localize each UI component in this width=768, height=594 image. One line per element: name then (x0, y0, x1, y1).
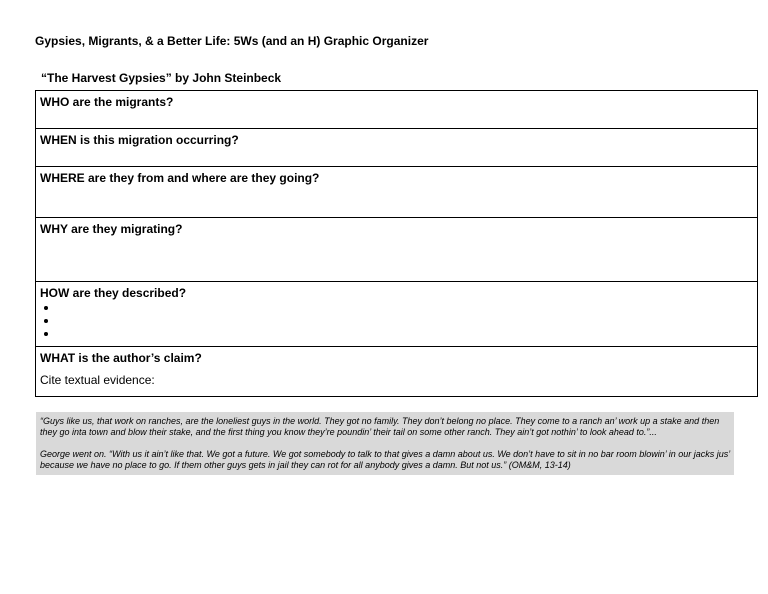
cell-when[interactable] (36, 129, 758, 167)
document-subtitle: “The Harvest Gypsies” by John Steinbeck (41, 71, 282, 85)
question-why: WHY are they migrating? (40, 222, 183, 236)
question-when: WHEN is this migration occurring? (40, 133, 239, 147)
quote-box (36, 412, 734, 475)
bullet-item[interactable] (58, 327, 753, 340)
row-why (36, 218, 758, 282)
graphic-organizer-table (35, 90, 758, 397)
bullet-list (40, 301, 753, 340)
cell-how[interactable] (36, 282, 758, 347)
row-what (36, 347, 758, 397)
cite-evidence-label: Cite textual evidence: (40, 373, 155, 387)
cell-who[interactable] (36, 91, 758, 129)
row-who (36, 91, 758, 129)
row-where (36, 167, 758, 218)
row-how (36, 282, 758, 347)
bullet-item[interactable] (58, 314, 753, 327)
quote-paragraph-2: George went on. “With us it ain’t like that. We got a future. We got somebody to talk to that gives a damn about us. We don’t have to sit in no bar room blowin’ in our jacks jus’ because we have no place to go. If them other guys gets in jail they can rot for all anybody gives a damn. But not us.” (OM&M, 13-14) (40, 449, 730, 470)
question-where: WHERE are they from and where are they going? (40, 171, 320, 185)
document-title: Gypsies, Migrants, & a Better Life: 5Ws (and an H) Graphic Organizer (35, 34, 429, 48)
question-how: HOW are they described? (40, 286, 187, 300)
bullet-item[interactable] (58, 301, 753, 314)
question-who: WHO are the migrants? (40, 95, 174, 109)
question-what: WHAT is the author’s claim? (40, 351, 202, 365)
cell-why[interactable] (36, 218, 758, 282)
row-when (36, 129, 758, 167)
cell-where[interactable] (36, 167, 758, 218)
cell-what[interactable] (36, 347, 758, 397)
quote-paragraph-1: “Guys like us, that work on ranches, are the loneliest guys in the world. They got no family. They don’t belong no place. They come to a ranch an’ work up a stake and then they go inta town and blow their stake, and the first thing you know they’re poundin’ their tail on some other ranch. They ain’t got nothin’ to look ahead to.”... (40, 416, 720, 437)
